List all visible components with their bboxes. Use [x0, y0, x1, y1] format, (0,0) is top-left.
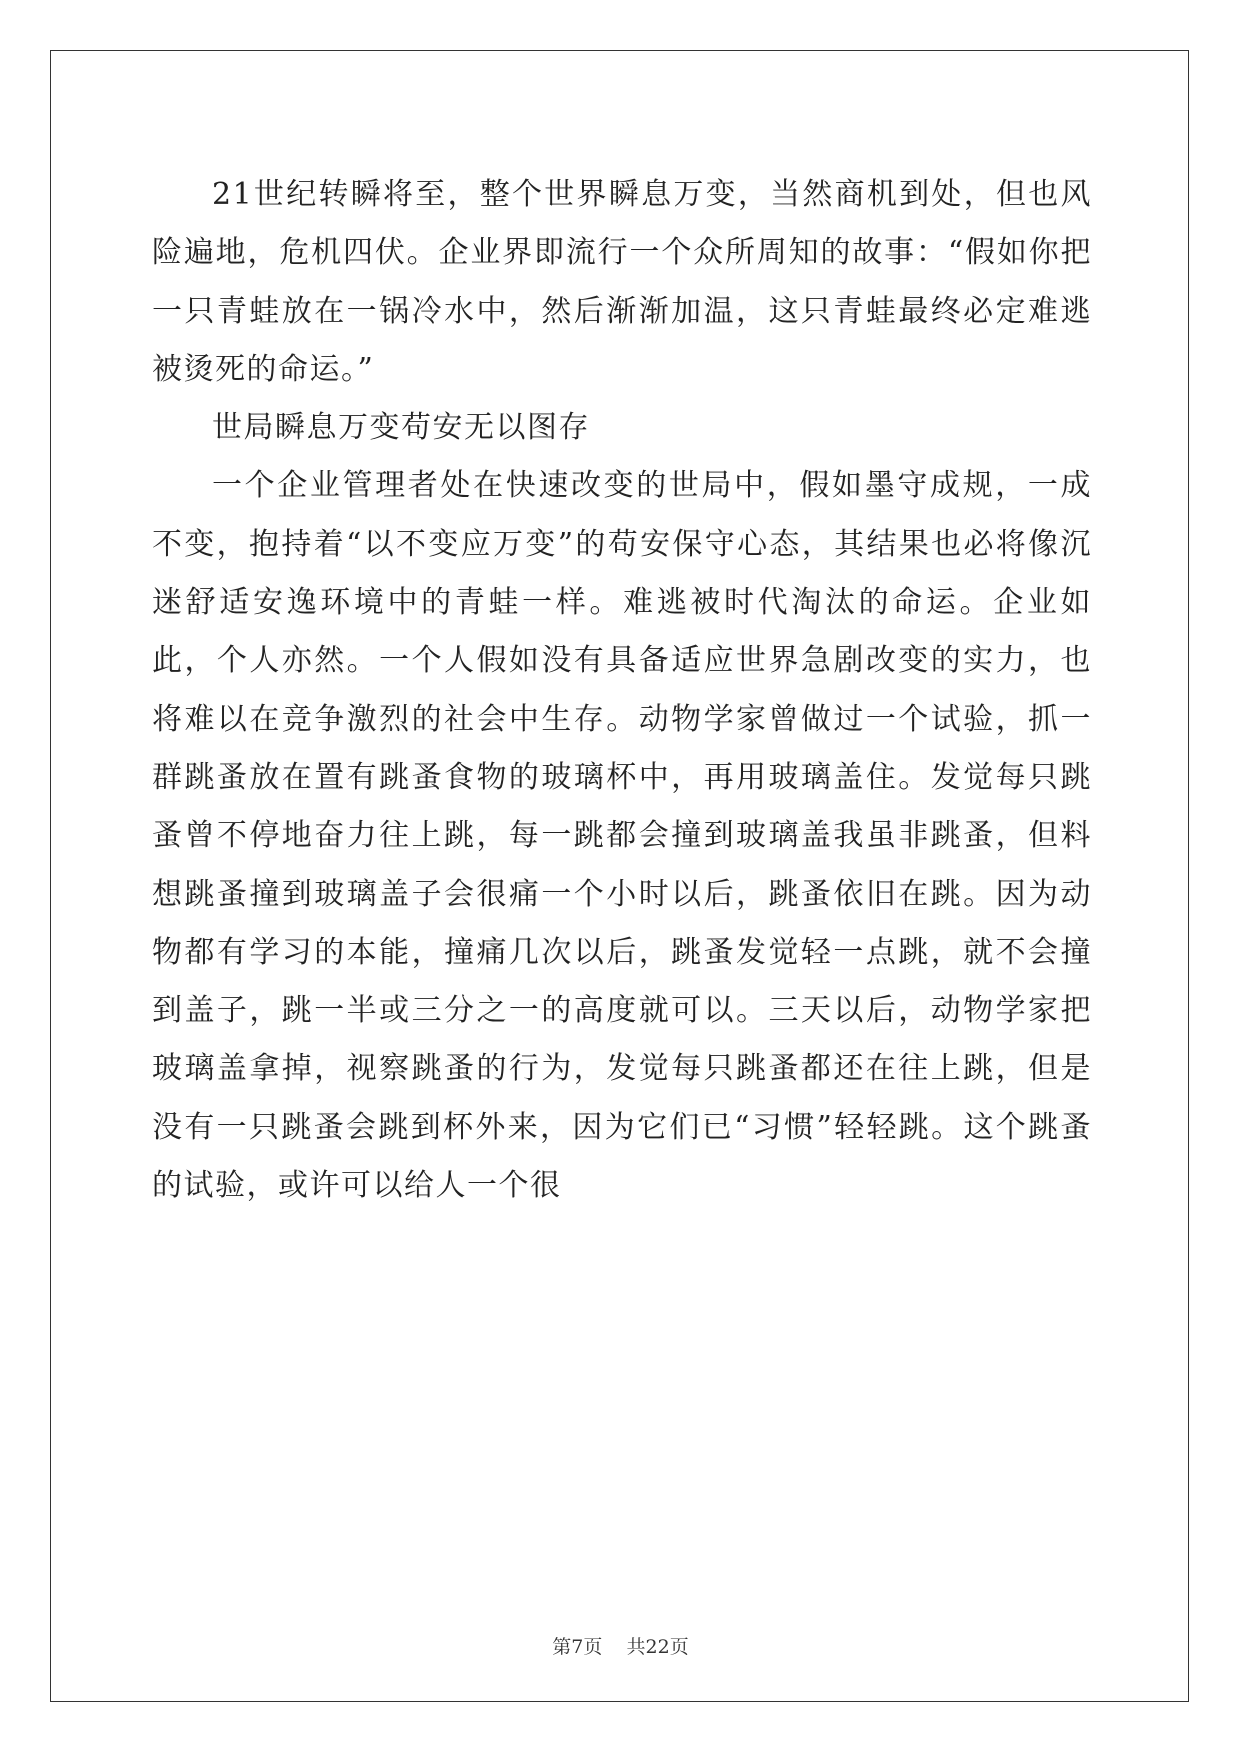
section-heading: 世局瞬息万变苟安无以图存 [212, 410, 590, 446]
paragraph-main: 一个企业管理者处在快速改变的世局中，假如墨守成规，一成不变，抱持着“以不变应万变”的苟安保守心态，其结果也必将像沉迷舒适安逸环境中的青蛙一样。难逃被时代淘汰的命运。企业如此，个人亦然。一个人假如没有具备适应世界急剧改变的实力，也将难以在竞争激烈的社会中生存。动物学家曾做过一个试验，抓一群跳蚤放在置有跳蚤食物的玻璃杯中，再用玻璃盖住。发觉每只跳蚤曾不停地奋力往上跳，每一跳都会撞到玻璃盖我虽非跳蚤，但料想跳蚤撞到玻璃盖子会很痛一个小时以后，跳蚤依旧在跳。因为动物都有学习的本能，撞痛几次以后，跳蚤发觉轻一点跳，就不会撞到盖子，跳一半或三分之一的高度就可以。三天以后，动物学家把玻璃盖拿掉，视察跳蚤的行为，发觉每只跳蚤都还在往上跳，但是没有一只跳蚤会跳到杯外来，因为它们已“习惯”轻轻跳。这个跳蚤的试验，或许可以给人一个很 [152, 468, 1092, 1204]
page-total: 共22页 [626, 1636, 689, 1658]
page-number: 第7页 [552, 1636, 603, 1658]
page-footer [0, 1632, 1241, 1659]
paragraph-intro: 21世纪转瞬将至，整个世界瞬息万变，当然商机到处，但也风险遍地，危机四伏。企业界即流行一个众所周知的故事：“假如你把一只青蛙放在一锅冷水中，然后渐渐加温，这只青蛙最终必定难逃被烫死的命运。” [152, 177, 1092, 387]
document-body [152, 166, 1092, 1215]
footer-separator [602, 1636, 626, 1658]
